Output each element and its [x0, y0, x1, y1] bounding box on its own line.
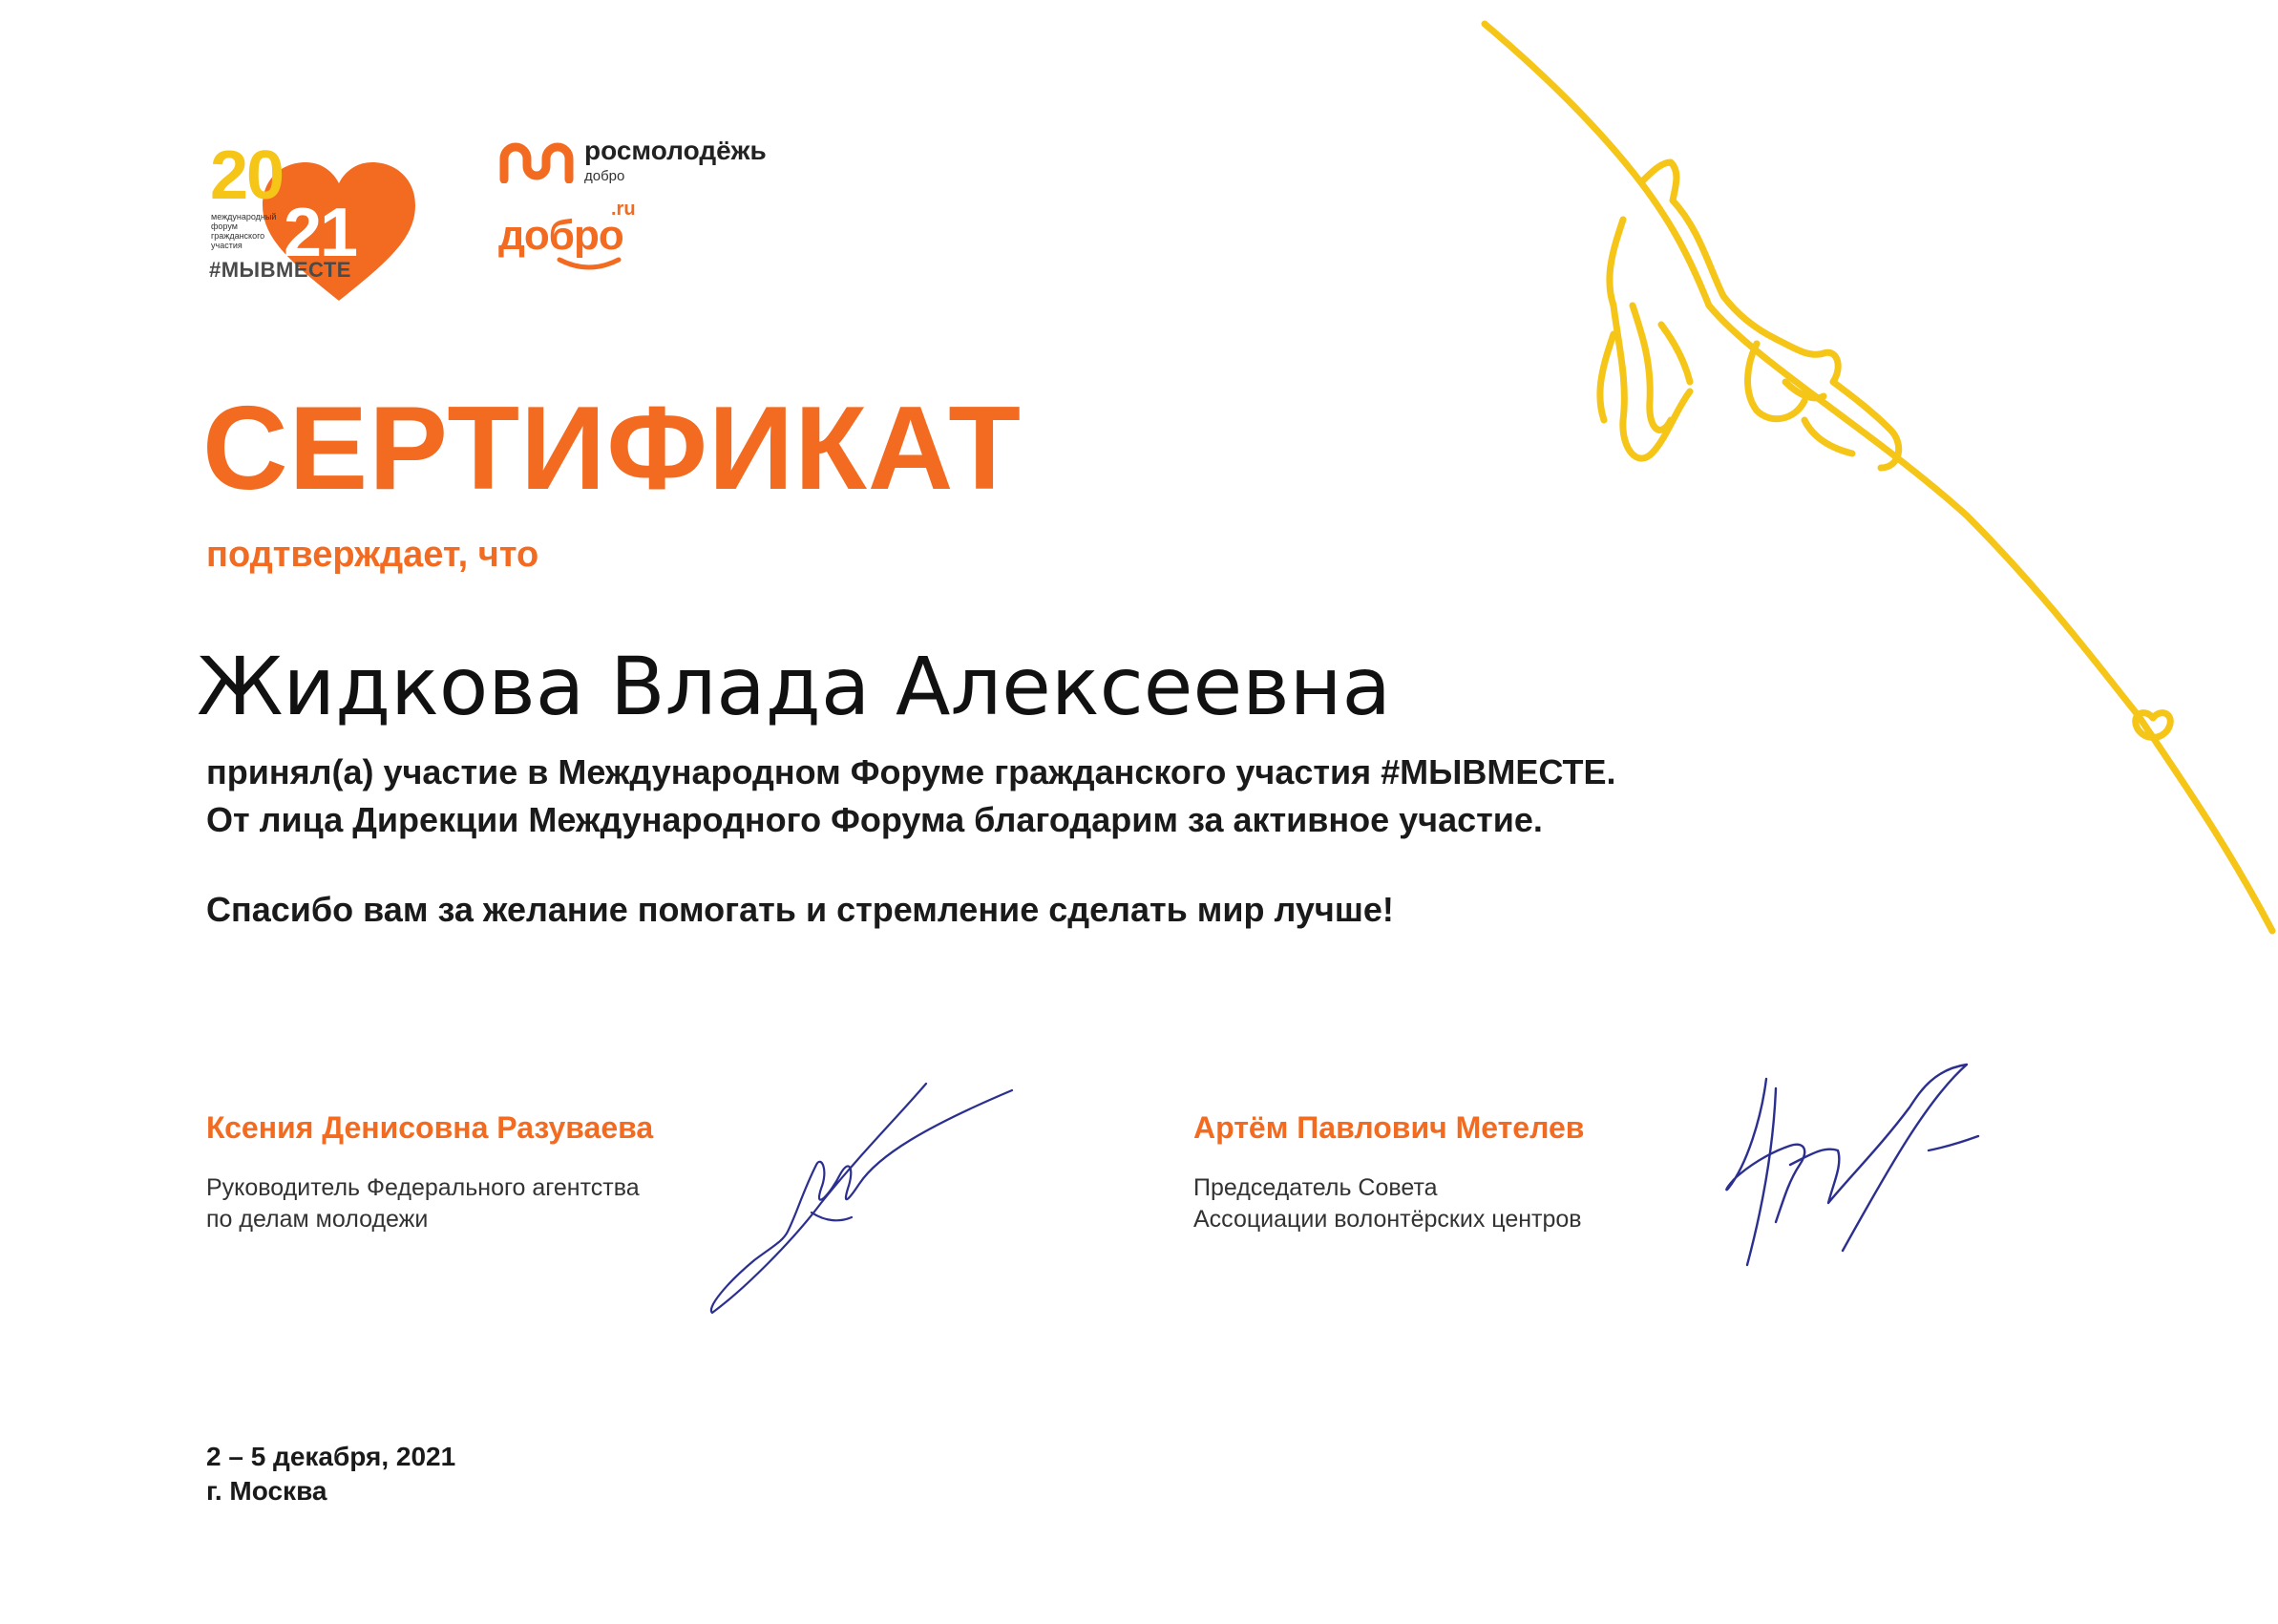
gratitude-text: От лица Дирекции Международного Форума благодарим за активное участие.: [206, 800, 1543, 839]
signatory-2-position-cont: Ассоциации волонтёрских центров: [1193, 1206, 1582, 1233]
dobro-logo: [498, 199, 636, 260]
logo-year-bottom: 21: [284, 195, 357, 271]
dobro-domain: .ru: [611, 199, 636, 220]
rosmolodezh-name: росмолодёжь: [584, 136, 767, 165]
signature-2: [1719, 1060, 1986, 1279]
rosmolodezh-sub: добро: [584, 168, 625, 184]
signatory-2-name: Артём Павлович Метелев: [1193, 1110, 1585, 1145]
logo-hashtag: #МЫВМЕСТЕ: [209, 258, 351, 282]
signature-1: [707, 1079, 1022, 1318]
hands-line-art: [1470, 19, 2278, 955]
certificate-title: СЕРТИФИКАТ: [202, 383, 1022, 515]
signatory-2-position: Председатель Совета: [1193, 1174, 1438, 1201]
signatory-1-position-cont: по делам молодежи: [206, 1206, 429, 1233]
recipient-name: Жидкова Влада Алексеевна: [197, 640, 1392, 733]
signatory-1-name: Ксения Денисовна Разуваева: [206, 1110, 654, 1145]
event-date: 2 – 5 декабря, 2021: [206, 1442, 456, 1471]
dobro-word: добро: [498, 212, 623, 259]
logo-year-top: 20: [210, 137, 284, 214]
participation-text: принял(а) участие в Международном Форуме гражданского участия #МЫВМЕСТЕ.: [206, 752, 1616, 791]
thanks-text: Спасибо вам за желание помогать и стремление сделать мир лучше!: [206, 890, 1394, 929]
event-city: г. Москва: [206, 1476, 327, 1506]
forum-2021-logo: [205, 134, 406, 296]
dobro-smile-icon: [556, 256, 622, 271]
logo-caption: международный форум гражданского участия: [211, 212, 277, 250]
signatory-1-position: Руководитель Федерального агентства: [206, 1174, 640, 1201]
confirms-text: подтверждает, что: [206, 535, 539, 575]
rosmolodezh-mark-icon: [498, 141, 575, 183]
